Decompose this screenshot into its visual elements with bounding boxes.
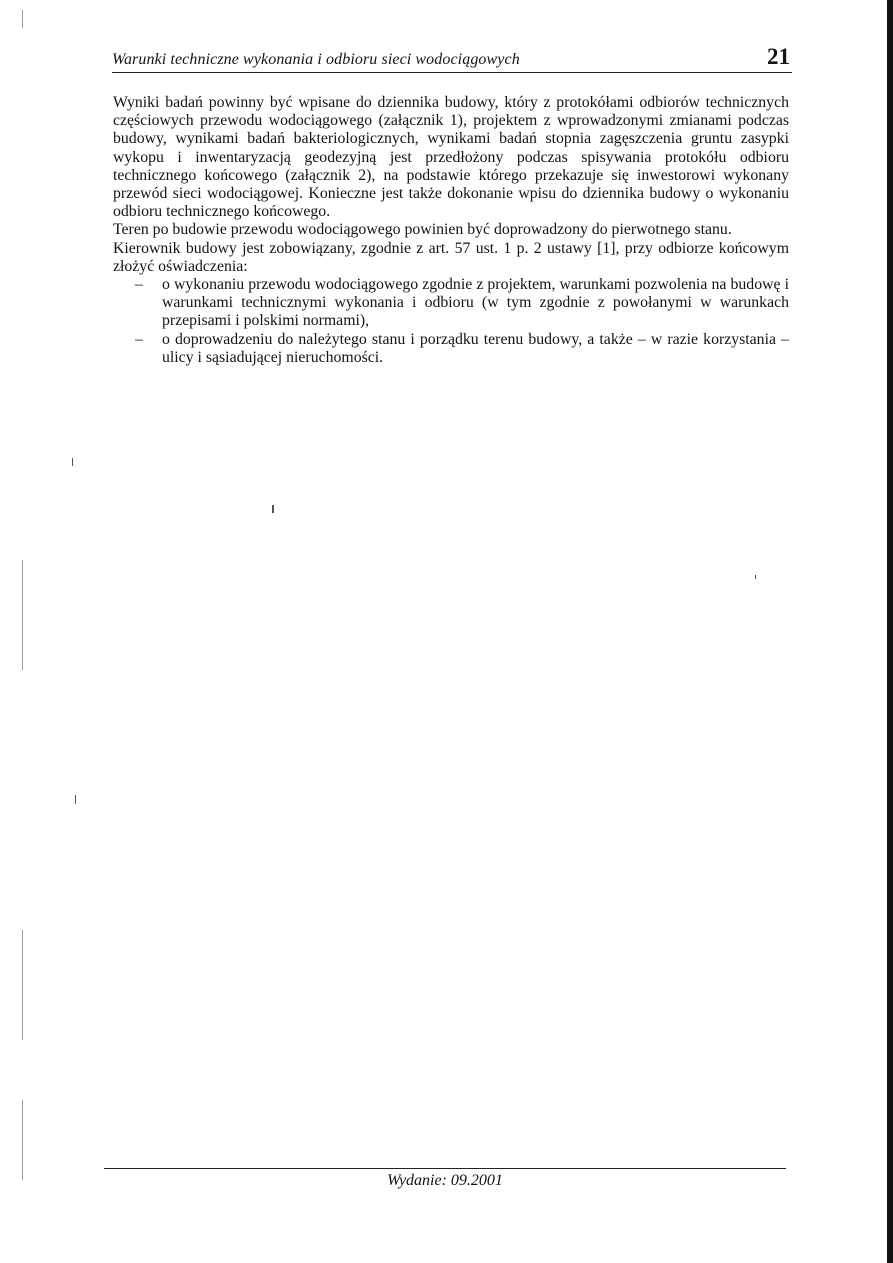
scan-speck bbox=[272, 505, 274, 513]
page-header bbox=[112, 44, 792, 73]
scan-speck bbox=[75, 795, 76, 804]
paragraph: Wyniki badań powinny być wpisane do dziennika budowy, który z protokółami odbiorów technicznych częściowych przewodu wodociągowego (załącznik 1), projektem z wprowadzonymi zmianami podczas budowy, wynikami badań bakteriologicznych, wynikami badań stopnia zagęszczenia gruntu zasypki wykopu i inwentaryzacją geodezyjną jest przedłożony podczas spisywania protokółu odbioru technicznego końcowego (załącznik 2), na podstawie którego przekazuje się inwestorowi wykonany przewód sieci wodociągowej. Konieczne jest także dokonanie wpisu do dziennika budowy o wykonaniu odbioru technicznego końcowego. bbox=[113, 94, 789, 221]
page-number: 21 bbox=[767, 44, 790, 69]
list-item bbox=[113, 276, 789, 331]
paragraph: Kierownik budowy jest zobowiązany, zgodnie z art. 57 ust. 1 p. 2 ustawy [1], przy odbiorze końcowym złożyć oświadczenia: bbox=[113, 239, 789, 275]
footer-edition: Wydanie: 09.2001 bbox=[387, 1172, 503, 1189]
paragraph: Teren po budowie przewodu wodociągowego powinien być doprowadzony do pierwotnego stanu. bbox=[113, 221, 732, 239]
scan-line-artifact bbox=[22, 930, 23, 1040]
scan-edge-artifact bbox=[887, 0, 893, 1263]
body-text bbox=[113, 94, 789, 367]
scan-line-artifact bbox=[22, 560, 23, 670]
statement-list bbox=[113, 276, 789, 367]
footer-rule bbox=[104, 1168, 786, 1169]
running-title: Warunki techniczne wykonania i odbioru sieci wodociągowych bbox=[112, 51, 520, 68]
scan-line-artifact bbox=[22, 1100, 23, 1180]
scan-line-artifact bbox=[22, 10, 23, 28]
list-item-text: o doprowadzeniu do należytego stanu i porządku terenu budowy, a także – w razie korzystania – ulicy i sąsiadującej nieruchomości. bbox=[162, 330, 789, 366]
scan-speck bbox=[755, 575, 756, 579]
list-dash-marker: – bbox=[135, 330, 143, 348]
list-item bbox=[113, 331, 789, 367]
scan-speck bbox=[72, 458, 73, 466]
list-dash-marker: – bbox=[135, 276, 143, 294]
list-item-text: o wykonaniu przewodu wodociągowego zgodnie z projektem, warunkami pozwolenia na budowę i warunkami technicznymi wykonania i odbioru (w tym zgodnie z powołanymi w warunkach przepisami i polskimi normami), bbox=[162, 276, 789, 330]
